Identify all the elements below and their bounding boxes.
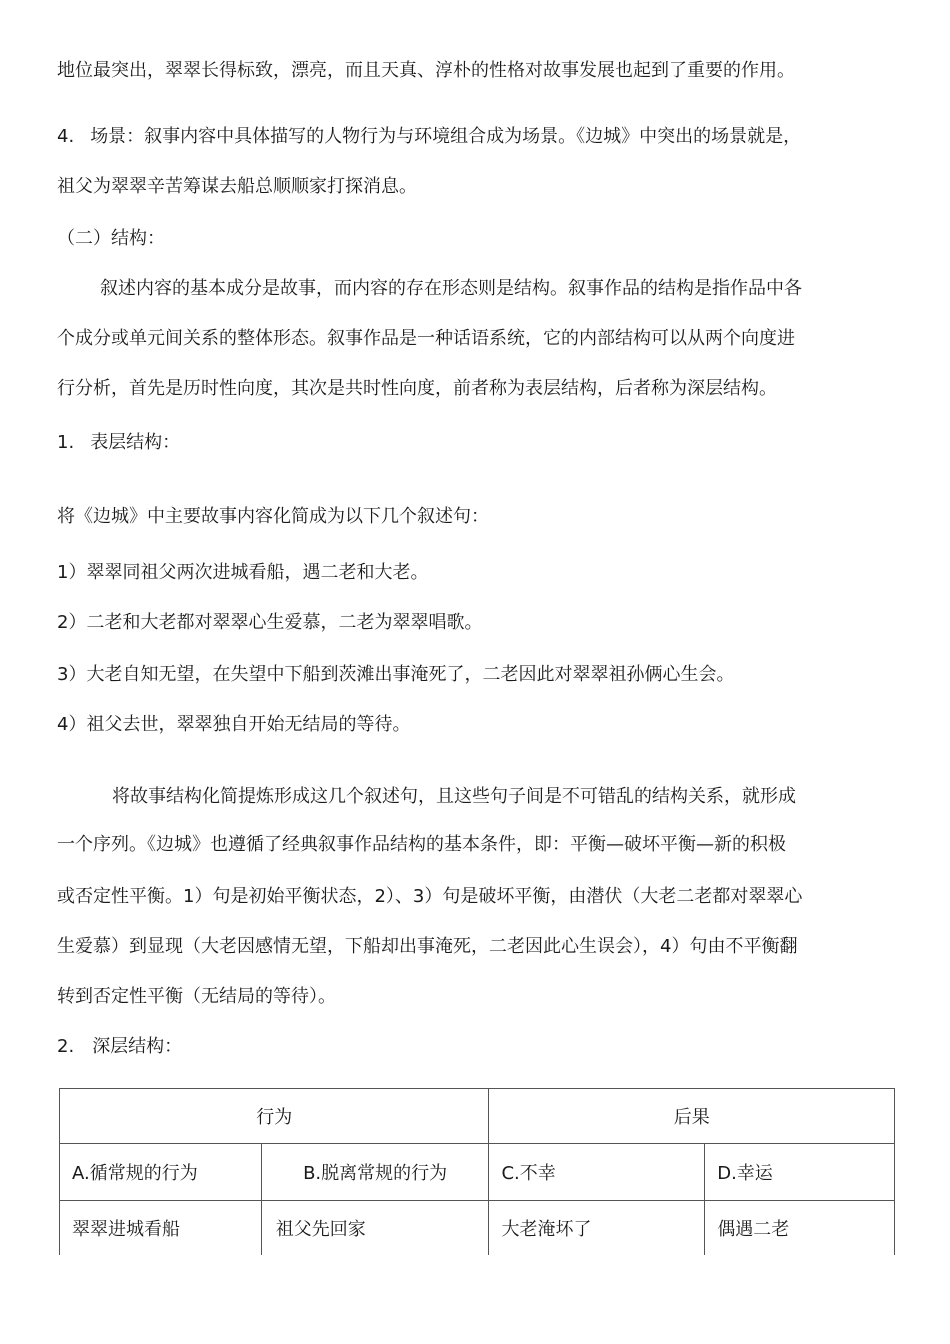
scene-text: 场景：叙事内容中具体描写的人物行为与环境组合成为场景。《边城》中突出的场景就是， — [90, 126, 802, 147]
table-cell: 翠翠进城看船 — [60, 1201, 262, 1256]
table-cell: 祖父先回家 — [261, 1201, 489, 1256]
list-item: 4）祖父去世，翠翠独自开始无结局的等待。 — [57, 714, 411, 735]
paragraph-line: 一个序列。《边城》也遵循了经典叙事作品结构的基本条件，即：平衡—破坏平衡—新的积极 — [57, 834, 786, 855]
paragraph-line: 生爱慕）到显现（大老因感情无望，下船却出事淹死，二老因此心生误会），4）句由不平衡翻 — [57, 936, 798, 957]
paragraph-line: 将《边城》中主要故事内容化简成为以下几个叙述句： — [57, 506, 489, 527]
scene-paragraph — [57, 124, 801, 150]
list-item: 2）二老和大老都对翠翠心生爱慕，二老为翠翠唱歌。 — [57, 612, 483, 633]
list-number: 4. — [57, 126, 75, 147]
paragraph-line: 行分析，首先是历时性向度，其次是共时性向度，前者称为表层结构，后者称为深层结构。 — [57, 378, 777, 399]
table-cell: C.不幸 — [489, 1144, 705, 1201]
table-cell: D.幸运 — [705, 1144, 895, 1201]
paragraph-line: 叙述内容的基本成分是故事，而内容的存在形态则是结构。叙事作品的结构是指作品中各 — [100, 278, 802, 299]
table-header-cell: 行为 — [60, 1089, 489, 1144]
subsection-heading — [57, 1034, 182, 1060]
list-item: 1）翠翠同祖父两次进城看船，遇二老和大老。 — [57, 562, 429, 583]
subsection-heading — [57, 430, 180, 456]
paragraph-line: 个成分或单元间关系的整体形态。叙事作品是一种话语系统，它的内部结构可以从两个向度进 — [57, 328, 795, 349]
list-number: 2. — [57, 1036, 75, 1057]
table-header-row — [60, 1089, 895, 1144]
table-cell: B.脱离常规的行为 — [261, 1144, 489, 1201]
table-header-cell: 后果 — [489, 1089, 895, 1144]
paragraph-line: 或否定性平衡。1）句是初始平衡状态，2）、3）句是破坏平衡，由潜伏（大老二老都对翠翠心 — [57, 886, 803, 907]
table-subheader-row — [60, 1144, 895, 1201]
list-item: 3）大老自知无望，在失望中下船到茨滩出事淹死了，二老因此对翠翠祖孙俩心生会。 — [57, 664, 735, 685]
paragraph-line: 祖父为翠翠辛苦筹谋去船总顺顺家打探消息。 — [57, 176, 417, 197]
deep-structure-table — [59, 1088, 895, 1255]
table-cell: 偶遇二老 — [705, 1201, 895, 1256]
paragraph-line: 转到否定性平衡（无结局的等待）。 — [57, 986, 336, 1007]
paragraph-line: 将故事结构化简提炼形成这几个叙述句，且这些句子间是不可错乱的结构关系，就形成 — [112, 786, 796, 807]
section-heading: （二）结构： — [57, 228, 165, 249]
table-cell: A.循常规的行为 — [60, 1144, 262, 1201]
list-number: 1. — [57, 432, 75, 453]
subsection-title: 表层结构： — [90, 432, 181, 453]
paragraph-line: 地位最突出，翠翠长得标致，漂亮，而且天真、淳朴的性格对故事发展也起到了重要的作用。 — [57, 60, 795, 81]
table-cell: 大老淹坏了 — [489, 1201, 705, 1256]
table-row — [60, 1201, 895, 1256]
subsection-title: 深层结构： — [92, 1036, 183, 1057]
